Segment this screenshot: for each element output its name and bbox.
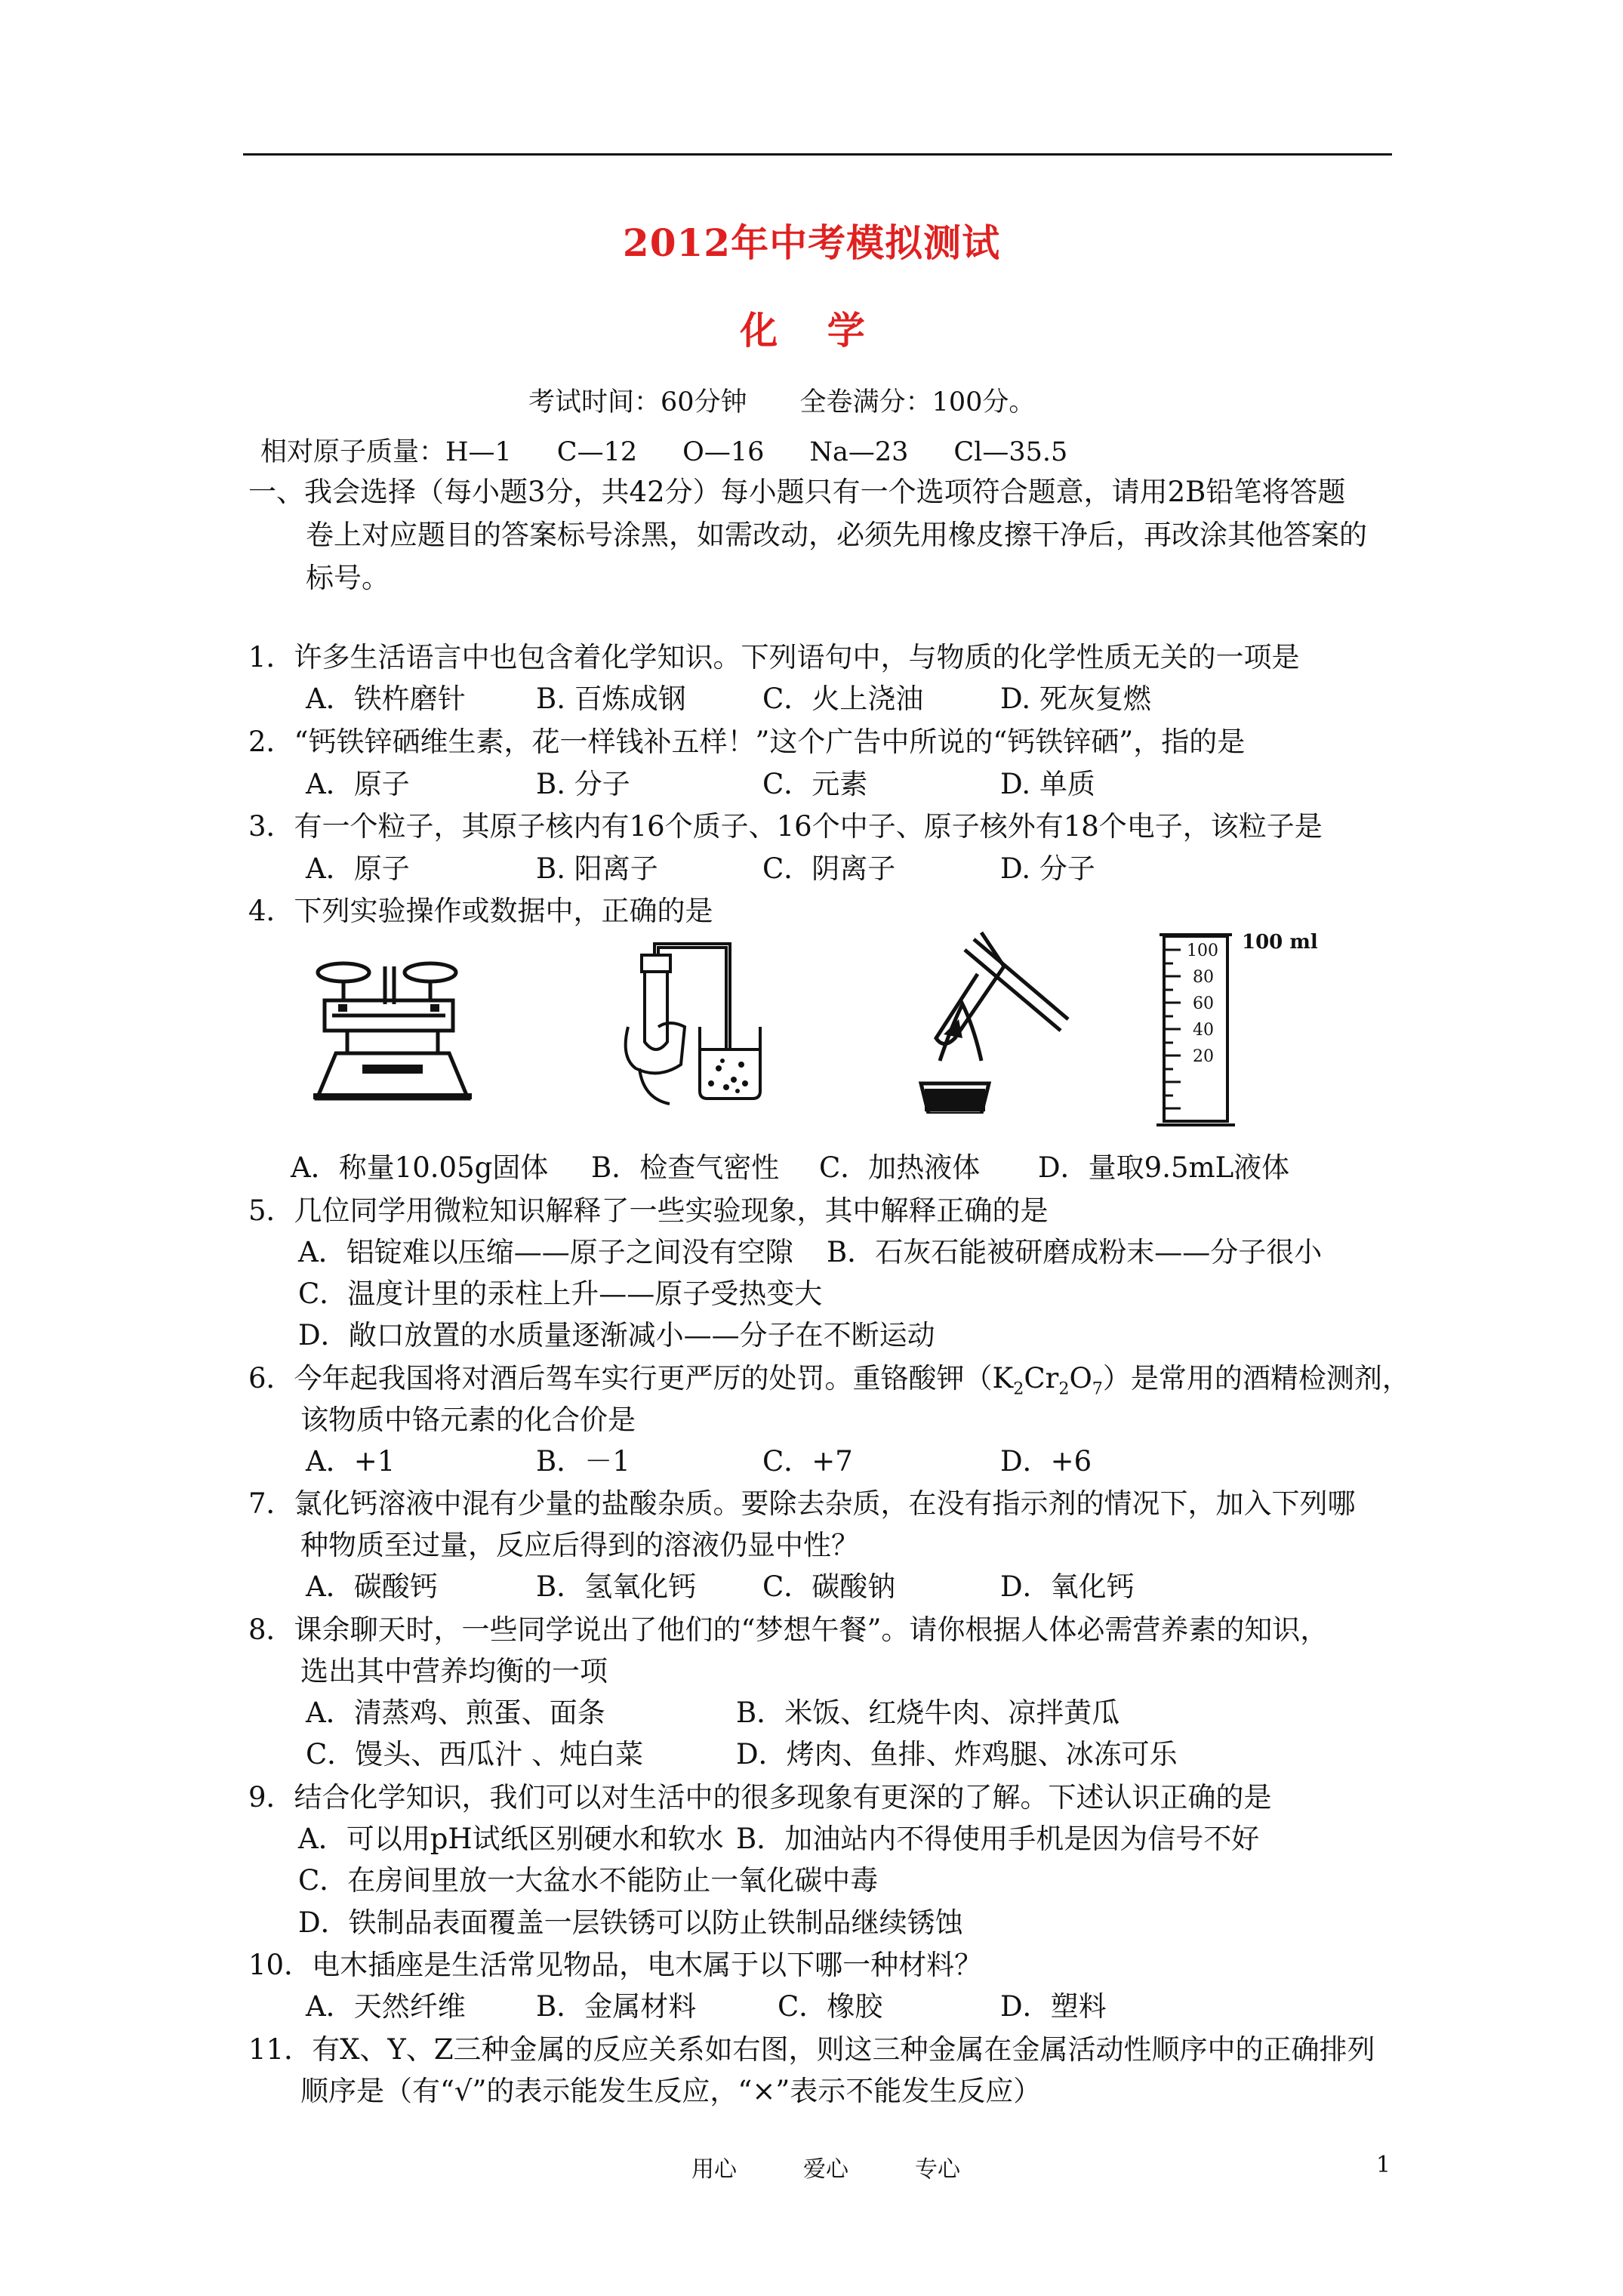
option-a: A．铁杵磨针 <box>306 683 466 715</box>
option-d: D．量取9.5mL液体 <box>1038 1151 1290 1184</box>
option-a: A．铝锭难以压缩——原子之间没有空隙 <box>298 1236 793 1268</box>
option-a: A．+1 <box>306 1445 396 1478</box>
cylinder-capacity-label: 100 ml <box>1242 931 1318 954</box>
section-intro-line: 卷上对应题目的答案标号涂黑，如需改动，必须先用橡皮擦干净后，再改涂其他答案的 <box>306 519 1367 551</box>
page-number: 1 <box>1376 2152 1391 2178</box>
option-c: C．加热液体 <box>819 1151 981 1184</box>
option-b: B．石灰石能被研磨成粉末——分子很小 <box>827 1236 1323 1268</box>
question-2-stem: 2．“钙铁锌硒维生素，花一样钱补五样！”这个广告中所说的“钙铁锌硒”，指的是 <box>248 726 1246 758</box>
option-b: B．金属材料 <box>536 1990 697 2023</box>
option-d: D. 单质 <box>1000 768 1095 800</box>
option-a: A．碳酸钙 <box>306 1570 438 1603</box>
option-c: C．火上浇油 <box>762 683 924 715</box>
footer-item: 专心 <box>915 2156 960 2183</box>
option-d: D. 死灰复燃 <box>1000 683 1151 715</box>
exam-time: 考试时间：60分钟 <box>528 387 747 418</box>
option-c: C．馒头、西瓜汁 、炖白菜 <box>306 1738 644 1771</box>
page-footer <box>691 2150 960 2184</box>
cylinder-figure <box>1155 927 1321 1131</box>
atomic-mass-label: 相对原子质量：H—1 <box>260 437 512 467</box>
atomic-mass-na: Na—23 <box>809 437 909 467</box>
option-a: A．可以用pH试纸区别硬水和软水 <box>298 1823 724 1855</box>
question-3-stem: 3．有一个粒子，其原子核内有16个质子、16个中子、原子核外有18个电子，该粒子是 <box>248 810 1323 843</box>
question-4-stem: 4．下列实验操作或数据中，正确的是 <box>248 895 713 927</box>
option-a: A．清蒸鸡、煎蛋、面条 <box>306 1697 605 1729</box>
cylinder-tick-label: 80 <box>1193 968 1214 987</box>
option-c: C．温度计里的汞柱上升——原子受热变大 <box>298 1277 823 1310</box>
option-b: B. 分子 <box>536 768 630 800</box>
option-d: D．塑料 <box>1000 1990 1107 2023</box>
airtightness-figure <box>613 936 783 1106</box>
option-c: C．阴离子 <box>762 852 896 885</box>
option-b: B．米饭、红烧牛肉、凉拌黄瓜 <box>736 1697 1120 1729</box>
question-6-stem-cont: 该物质中铬元素的化合价是 <box>300 1404 636 1436</box>
cylinder-tick-label: 60 <box>1193 994 1214 1013</box>
question-7-stem-cont: 种物质至过量，反应后得到的溶液仍显中性？ <box>300 1529 859 1561</box>
exam-title: 2012年中考模拟测试 <box>622 220 1001 265</box>
section-intro-line: 标号。 <box>306 562 390 594</box>
option-d: D．+6 <box>1000 1445 1092 1478</box>
question-8-stem: 8．课余聊天时，一些同学说出了他们的“梦想午餐”。请你根据人体必需营养素的知识， <box>248 1613 1329 1646</box>
option-d: D．铁制品表面覆盖一层铁锈可以防止铁制品继续锈蚀 <box>298 1906 963 1939</box>
option-d: D．敞口放置的水质量逐渐减小——分子在不断运动 <box>298 1319 935 1351</box>
exam-info <box>528 381 1035 419</box>
option-c: C．橡胶 <box>778 1990 883 2023</box>
atomic-mass-o: O—16 <box>682 437 765 467</box>
option-b: B. 阳离子 <box>536 852 658 885</box>
option-a: A．原子 <box>306 768 410 800</box>
footer-item: 用心 <box>691 2156 737 2183</box>
balance-figure <box>302 959 483 1102</box>
option-b: B. 百炼成钢 <box>536 683 686 715</box>
question-9-stem: 9．结合化学知识，我们可以对生活中的很多现象有更深的了解。下述认识正确的是 <box>248 1781 1272 1814</box>
option-a: A．称量10.05g固体 <box>291 1151 549 1184</box>
atomic-masses <box>260 431 1067 469</box>
heating-figure <box>898 929 1079 1114</box>
section-intro-line: 一、我会选择（每小题3分，共42分）每小题只有一个选项符合题意，请用2B铅笔将答题 <box>248 476 1346 508</box>
atomic-mass-c: C—12 <box>556 437 638 467</box>
option-b: B．－1 <box>536 1445 630 1478</box>
question-5-stem: 5．几位同学用微粒知识解释了一些实验现象，其中解释正确的是 <box>248 1194 1049 1227</box>
question-6-stem: 6．今年起我国将对酒后驾车实行更严厉的处罚。重铬酸钾$(K_2Cr_2O_7)$是常用的酒精检测剂， <box>248 1362 1410 1399</box>
option-b: B．加油站内不得使用手机是因为信号不好 <box>736 1823 1260 1855</box>
cylinder-tick-label: 40 <box>1193 1021 1214 1040</box>
header-rule <box>243 153 1392 156</box>
footer-item: 爱心 <box>803 2156 848 2183</box>
question-10-stem: 10．电木插座是生活常见物品，电木属于以下哪一种材料？ <box>248 1949 983 1981</box>
question-11-stem-cont: 顺序是（有“√”的表示能发生反应，“×”表示不能发生反应） <box>300 2075 1042 2107</box>
option-c: C．元素 <box>762 768 868 800</box>
option-d: D．氧化钙 <box>1000 1570 1135 1603</box>
option-c: C．碳酸钠 <box>762 1570 896 1603</box>
cylinder-tick-label: 20 <box>1193 1047 1214 1066</box>
question-11-stem: 11．有X、Y、Z三种金属的反应关系如右图，则这三种金属在金属活动性顺序中的正确排列 <box>248 2033 1375 2066</box>
option-d: D．烤肉、鱼排、炸鸡腿、冰冻可乐 <box>736 1738 1178 1771</box>
option-c: C．+7 <box>762 1445 853 1478</box>
full-score: 全卷满分：100分。 <box>799 387 1036 418</box>
option-b: B．氢氧化钙 <box>536 1570 697 1603</box>
option-c: C．在房间里放一大盆水不能防止一氧化碳中毒 <box>298 1864 879 1897</box>
option-a: A．天然纤维 <box>306 1990 466 2023</box>
option-d: D. 分子 <box>1000 852 1095 885</box>
cylinder-ticks <box>1164 950 1181 1108</box>
question-1-stem: 1．许多生活语言中也包含着化学知识。下列语句中，与物质的化学性质无关的一项是 <box>248 641 1300 673</box>
cylinder-tick-label: 100 <box>1187 942 1218 960</box>
question-8-stem-cont: 选出其中营养均衡的一项 <box>300 1655 608 1687</box>
option-b: B．检查气密性 <box>591 1151 780 1184</box>
subject-title: 化 学 <box>740 308 883 353</box>
question-7-stem: 7．氯化钙溶液中混有少量的盐酸杂质。要除去杂质，在没有指示剂的情况下，加入下列哪 <box>248 1487 1356 1520</box>
atomic-mass-cl: Cl—35.5 <box>953 437 1068 467</box>
option-a: A．原子 <box>306 852 410 885</box>
